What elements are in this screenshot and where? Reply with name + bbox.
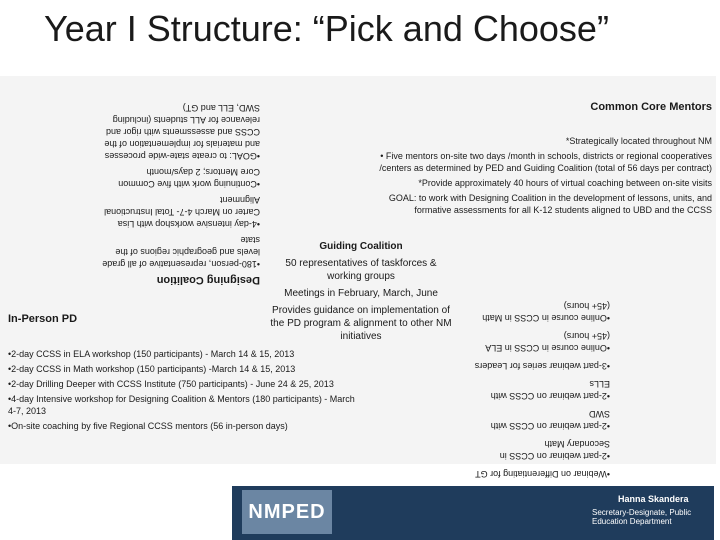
list-item: • 4-day Intensive workshop for Designing Coalition & Mentors (180 participants) - March 4-7, 2013 xyxy=(8,393,358,417)
list-item: • 180-person, representative of all grade levels and geographic regions of the state xyxy=(100,234,260,270)
mentors-body xyxy=(372,135,712,219)
footer-role: Secretary-Designate, Public Education Department xyxy=(592,508,692,526)
in-person-pd-title: In-Person PD xyxy=(8,313,78,325)
list-item: • Continuing work with five Common Core Mentors; 2 days/month xyxy=(100,166,260,190)
list-item: • GOAL: to create state-wide processes and materials for implementation of the CCSS and assessments with rigor and relevance for ALL students (including SWD, ELL and GT) xyxy=(100,102,260,162)
list-item: • 2-part webinar on CCSS in Secondary Math xyxy=(470,438,610,462)
mentors-title: Common Core Mentors xyxy=(590,101,712,113)
list-item: • 2-part webinar on CCSS with ELLs xyxy=(470,378,610,402)
list-item: • 2-part webinar on CCSS with SWD xyxy=(470,408,610,432)
mentors-line: *Provide approximately 40 hours of virtual coaching between on-site visits xyxy=(418,178,712,188)
nmped-logo: NMPED xyxy=(242,490,332,534)
in-person-pd-list xyxy=(8,348,358,435)
guiding-coalition-box xyxy=(268,240,454,347)
guiding-coalition-line: 50 representatives of taskforces & working groups xyxy=(285,258,437,282)
list-item: • 2-day CCSS in Math workshop (150 participants) -March 14 & 15, 2013 xyxy=(8,363,358,375)
list-item: • 2-day Drilling Deeper with CCSS Institute (750 participants) - June 24 & 25, 2013 xyxy=(8,378,358,390)
footer-bar xyxy=(232,486,714,540)
guiding-coalition-line: Meetings in February, March, June xyxy=(284,288,438,299)
guiding-coalition-title: Guiding Coalition xyxy=(319,241,403,252)
list-item: • Online course in CCSS in ELA (45+ hours) xyxy=(470,330,610,354)
list-item: • 2-day CCSS in ELA workshop (150 participants) - March 14 & 15, 2013 xyxy=(8,348,358,360)
footer-name: Hanna Skandera xyxy=(618,494,689,504)
slide-title: Year I Structure: “Pick and Choose” xyxy=(44,8,609,49)
designing-coalition-title: Designing Coalition xyxy=(156,274,260,286)
list-item: • On-site coaching by five Regional CCSS mentors (56 in-person days) xyxy=(8,420,358,432)
mentors-line: *Strategically located throughout NM xyxy=(565,136,712,146)
list-item: • Webinar on Differentiating for GT xyxy=(470,468,610,480)
list-item: • Online course in CCSS in Math (45+ hours) xyxy=(470,300,610,324)
designing-coalition-list xyxy=(100,102,260,270)
guiding-coalition-line: Provides guidance on implementation of the PD program & alignment to other NM initiatives xyxy=(270,305,452,342)
mentors-line: • Five mentors on-site two days /month in schools, districts or regional cooperatives /centers as determined by PED and Guiding Coalition (total of 56 days per contract) xyxy=(379,151,712,173)
list-item: • 3-part webinar series for Leaders xyxy=(470,360,610,372)
list-item: • 4-day intensive workshop with Lisa Carter on March 4-7- Total Instructional Alignment xyxy=(100,194,260,230)
mentors-line: GOAL: to work with Designing Coalition in the development of lessons, units, and formative assessments for all K-12 students aligned to UBD and the CCSS xyxy=(388,193,712,215)
designing-coalition-block xyxy=(100,90,260,286)
